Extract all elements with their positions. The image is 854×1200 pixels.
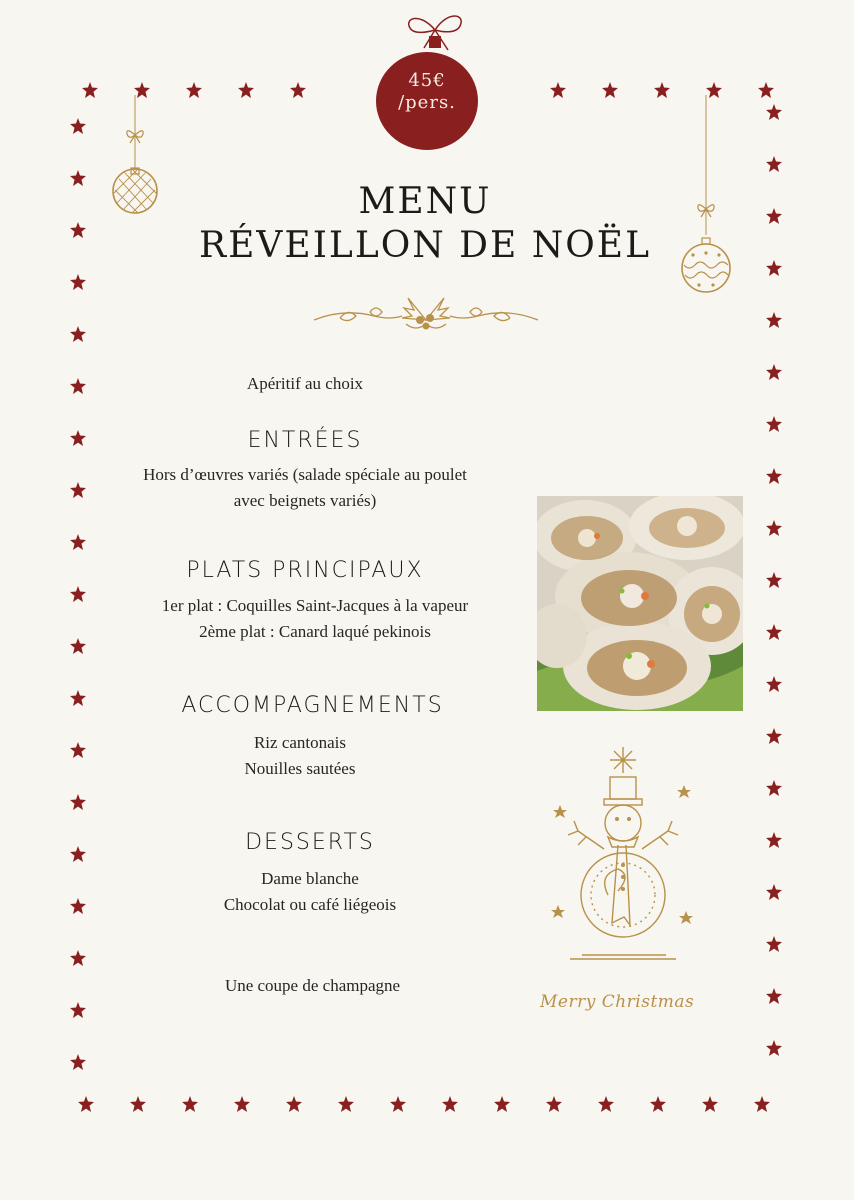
star-icon (654, 82, 670, 98)
star-icon (70, 170, 86, 186)
star-icon (238, 82, 254, 98)
star-icon (766, 780, 782, 796)
star-icon (182, 1096, 198, 1112)
star-icon (766, 520, 782, 536)
star-icon (766, 260, 782, 276)
menu-title (180, 180, 670, 268)
star-icon (70, 1054, 86, 1070)
star-icon (766, 832, 782, 848)
star-icon (70, 1002, 86, 1018)
list-item: avec beignets variés) (233, 491, 377, 510)
price-amount: 45€ (408, 70, 446, 91)
star-icon (70, 950, 86, 966)
star-icon (766, 468, 782, 484)
title-line-2: RÉVEILLON DE NOËL (199, 225, 651, 266)
list-item: Riz cantonais (253, 733, 347, 752)
section-heading-accompagnements: ACCOMPAGNEMENTS (181, 693, 444, 718)
star-icon (186, 82, 202, 98)
list-item: Hors d’œuvres variés (salade spéciale au poulet (143, 465, 467, 484)
star-icon (442, 1096, 458, 1112)
star-icon (546, 1096, 562, 1112)
price-badge (376, 52, 478, 150)
star-icon (70, 274, 86, 290)
star-icon (338, 1096, 354, 1112)
star-icon (766, 208, 782, 224)
ornament-icon (105, 95, 165, 220)
star-icon (390, 1096, 406, 1112)
star-icon (766, 728, 782, 744)
list-item: 1er plat : Coquilles Saint-Jacques à la vapeur (161, 596, 469, 615)
list-item: Nouilles sautées (244, 759, 356, 778)
star-icon (754, 1096, 770, 1112)
ornament-icon (677, 95, 735, 305)
list-item: Dame blanche (261, 869, 359, 888)
star-icon (70, 586, 86, 602)
star-icon (550, 82, 566, 98)
star-icon (766, 1040, 782, 1056)
star-icon (766, 572, 782, 588)
star-icon (598, 1096, 614, 1112)
star-icon (70, 898, 86, 914)
star-icon (130, 1096, 146, 1112)
star-icon (758, 82, 774, 98)
star-icon (494, 1096, 510, 1112)
entrees-list (90, 462, 520, 514)
merry-christmas: Merry Christmas (540, 992, 695, 1012)
star-icon (70, 846, 86, 862)
star-icon (70, 534, 86, 550)
star-icon (766, 364, 782, 380)
star-icon (766, 624, 782, 640)
star-icon (766, 676, 782, 692)
star-icon (290, 82, 306, 98)
star-icon (70, 794, 86, 810)
star-icon (70, 638, 86, 654)
star-icon (702, 1096, 718, 1112)
snowman-icon (548, 745, 698, 975)
bow-icon (400, 4, 470, 56)
price-unit: /pers. (398, 92, 456, 113)
star-icon (602, 82, 618, 98)
star-icon (650, 1096, 666, 1112)
list-item: 2ème plat : Canard laqué pekinois (199, 622, 431, 641)
star-icon (766, 312, 782, 328)
section-heading-entrees: ENTRÉES (247, 428, 363, 453)
star-icon (766, 988, 782, 1004)
accompagnements-list (175, 730, 425, 782)
star-icon (766, 156, 782, 172)
section-heading-plats: PLATS PRINCIPAUX (186, 558, 424, 583)
star-icon (766, 416, 782, 432)
closing-line: Une coupe de champagne (224, 976, 401, 995)
star-icon (70, 222, 86, 238)
section-heading-desserts: DESSERTS (245, 830, 375, 855)
holly-divider-icon (310, 290, 542, 338)
star-icon (78, 1096, 94, 1112)
star-icon (82, 82, 98, 98)
star-icon (766, 884, 782, 900)
star-icon (70, 118, 86, 134)
list-item: Chocolat ou café liégeois (223, 895, 397, 914)
desserts-list (175, 866, 445, 918)
scallops-photo (537, 496, 743, 711)
star-icon (766, 104, 782, 120)
aperitif: Apéritif au choix (246, 374, 364, 393)
star-icon (70, 742, 86, 758)
star-icon (766, 936, 782, 952)
star-icon (70, 690, 86, 706)
star-icon (234, 1096, 250, 1112)
star-icon (70, 326, 86, 342)
title-line-1: MENU (358, 181, 492, 222)
star-icon (70, 378, 86, 394)
plats-list (100, 593, 530, 645)
star-icon (286, 1096, 302, 1112)
star-icon (70, 430, 86, 446)
star-icon (70, 482, 86, 498)
